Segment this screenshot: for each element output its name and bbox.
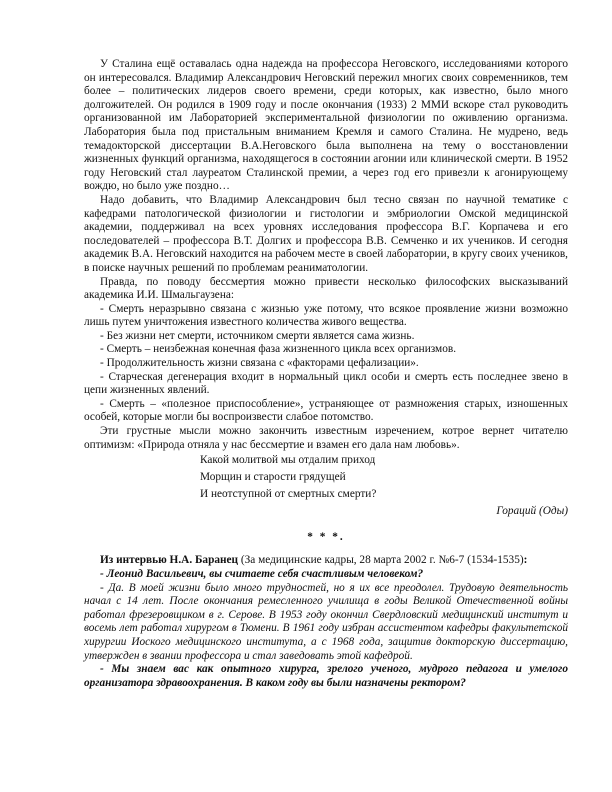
poem-line: Какой молитвой мы отдалим приход (200, 454, 376, 467)
interview-source: (За медицинские кадры, 28 марта 2002 г. №6-7 (1534-1535) (238, 554, 524, 567)
list-item: - Без жизни нет смерти, источником смерти является сама жизнь. (100, 329, 415, 342)
list-item: - Смерть неразрывно связана с жизнью уже потому, что всякое проявление жизни возможно лишь путем уничтожения известного количества живого вещества. (84, 302, 568, 329)
interview-answer: - Да. В моей жизни было много трудностей, но я их все преодолел. Трудовую деятельность начал с 14 лет. После окончания ремесленного училища в годы Великой Отечественной войны работал фрезеровщиком в г. Серове. В 1953 году окончил Свердловский медицинский институт и восемь лет работал хирургом в Тюмени. В 1961 году избран ассистентом кафедры факультетской хирургии Иоского медицинского института, а с 1968 года, защитив докторскую диссертацию, утвержден в звании профессора и стал заведовать этой кафедрой. (84, 581, 568, 662)
poem (200, 452, 568, 503)
quote-list (84, 303, 568, 425)
interview-question: - Леонид Васильевич, вы считаете себя счастливым человеком? (100, 568, 424, 580)
interview-heading (84, 554, 568, 568)
list-item: - Смерть – неизбежная конечная фаза жизненного цикла всех организмов. (100, 343, 457, 356)
list-item: - Продолжительность жизни связана с «факторами цефализации». (100, 357, 419, 370)
poem-line: И неотступной от смертных смерти? (200, 488, 377, 501)
paragraph-negovsky: У Сталина ещё оставалась одна надежда на профессора Неговского, исследованиями которого он интересовался. Владимир Александрович Неговский пережил многих своих современников, тем более – политических лидеров своего времени, среди которых, как известно, было много долгожителей. Он родился в 1909 году и после окончания (1933) 2 ММИ вскоре стал руководить организованной им Лабораторией экспериментальной физиологии по оживлению организма. Лаборатория была под пристальным вниманием Кремля и самого Сталина. Не мудрено, ведь темадокторской диссертации В.А.Неговского была выполнена на тему о восстановлении жизненных функций организма, находящегося в состоянии агонии или клинической смерти. В 1952 году Неговский стал лауреатом Сталинской премии, а через год его привезли к агонирующему вождю, но было уже поздно… (84, 58, 568, 193)
text-column (84, 58, 568, 690)
interview-title: Из интервью Н.А. Баранец (100, 554, 239, 567)
section-separator: * * *. (307, 530, 345, 543)
paragraph-closing: Эти грустные мысли можно закончить известным изречением, котрое вернет читателю оптимизм: «Природа отняла у нас бессмертие и взамен его дала нам любовь». (84, 425, 568, 451)
interview-question: - Мы знаем вас как опытного хирурга, зрелого ученого, мудрого педагога и умелого организатора здравоохранения. В каком году вы были назначены ректором? (84, 663, 568, 689)
spacer (84, 544, 568, 554)
poem-attribution: Гораций (Оды) (496, 505, 568, 518)
paragraph-schmalhausen-intro: Правда, по поводу бессмертия можно привести несколько философских высказываний академика И.И. Шмальгаузена: (84, 275, 568, 302)
paragraph-omsk-academy: Надо добавить, что Владимир Александрович был тесно связан по научной тематике с кафедрами патологической физиологии и гистологии и эмбриологии Омской медицинской академии, поддерживал на всех уровнях исследования профессора В.Г. Корпачева и его последователей – профессора В.Т. Долгих и профессора В.В. Семченко и их учеников. И сегодня академик В.А. Неговский находится на рабочем месте в своей лаборатории, в кругу своих учеников, в поиске научных решений по проблемам реаниматологии. (84, 193, 568, 274)
list-item: - Старческая дегенерация входит в нормальный цикл особи и смерть есть последнее звено в цепи жизненных явлений. (84, 370, 568, 397)
list-item: - Смерть – «полезное приспособление», устраняющее от размножения старых, изношенных особей, которые могли бы воспроизвести слабое потомство. (84, 397, 568, 424)
poem-line: Морщин и старости грядущей (200, 471, 346, 484)
interview-title-end: : (523, 554, 528, 567)
